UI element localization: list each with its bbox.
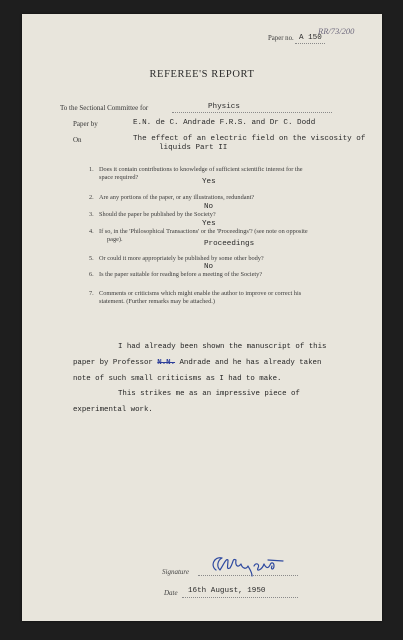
comment-line-5: experimental work. xyxy=(73,406,153,414)
answer-1: Yes xyxy=(202,178,216,186)
question-7-number: 7. xyxy=(89,290,94,297)
report-sheet xyxy=(22,14,382,621)
paper-no-label: Paper no. xyxy=(268,35,294,42)
paper-by-value: E.N. de C. Andrade F.R.S. and Dr C. Dodd xyxy=(133,119,316,127)
answer-3: Yes xyxy=(202,220,216,228)
answer-2: No xyxy=(204,203,214,211)
comment-line-1: I had already been shown the manuscript of this xyxy=(118,343,327,351)
struck-initials: N.N. xyxy=(157,359,176,367)
comment-line-2 xyxy=(73,359,321,367)
question-1-text-cont: space required? xyxy=(99,174,139,181)
question-1-text: Does it contain contributions to knowledge of sufficient scientific interest for the xyxy=(99,166,303,173)
committee-label: To the Sectional Committee for xyxy=(60,104,149,112)
archive-reference: RR/73/200 xyxy=(318,26,355,36)
report-title: REFEREE'S REPORT xyxy=(149,69,255,80)
comment-line-2-end: Andrade and he has already taken xyxy=(175,359,322,367)
paper-no-value: A 150 xyxy=(299,34,322,42)
answer-5: No xyxy=(204,263,214,271)
question-7-text: Comments or criticisms which might enable the author to improve or correct his xyxy=(99,290,302,297)
question-6-number: 6. xyxy=(89,271,94,278)
question-2-text: Are any portions of the paper, or any illustrations, redundant? xyxy=(99,194,255,201)
signature-image xyxy=(208,552,288,578)
title-line-2: liquids Part II xyxy=(159,144,228,152)
question-3-text: Should the paper be published by the Society? xyxy=(99,211,216,218)
question-4-text: If so, in the 'Philosophical Transactions' or the 'Proceedings'? (see note on opposite xyxy=(99,228,308,235)
comment-line-4: This strikes me as an impressive piece of xyxy=(118,390,300,398)
date-value: 16th August, 1950 xyxy=(188,587,266,595)
question-6-text: Is the paper suitable for reading before a meeting of the Society? xyxy=(99,271,263,278)
question-1-number: 1. xyxy=(89,166,94,173)
on-label: On xyxy=(73,136,82,144)
date-line xyxy=(182,597,298,598)
committee-line xyxy=(172,112,332,113)
question-7-text-cont: statement. (Further remarks may be attached.) xyxy=(99,298,215,305)
question-5-number: 5. xyxy=(89,255,94,262)
question-2-number: 2. xyxy=(89,194,94,201)
title-line-1: The effect of an electric field on the viscosity of xyxy=(133,135,366,143)
question-4-number: 4. xyxy=(89,228,94,235)
answer-4: Proceedings xyxy=(204,240,255,248)
paper-no-line xyxy=(295,43,325,44)
date-label: Date xyxy=(164,589,178,597)
question-4-text-cont: page). xyxy=(107,236,123,243)
comment-line-3: note of such small criticisms as I had to make. xyxy=(73,375,282,383)
comment-line-2-start: paper by Professor xyxy=(73,359,158,367)
committee-value: Physics xyxy=(208,103,240,111)
paper-by-label: Paper by xyxy=(73,120,98,128)
question-5-text: Or could it more appropriately be published by some other body? xyxy=(99,255,264,262)
signature-label: Signature xyxy=(162,568,189,576)
question-3-number: 3. xyxy=(89,211,94,218)
